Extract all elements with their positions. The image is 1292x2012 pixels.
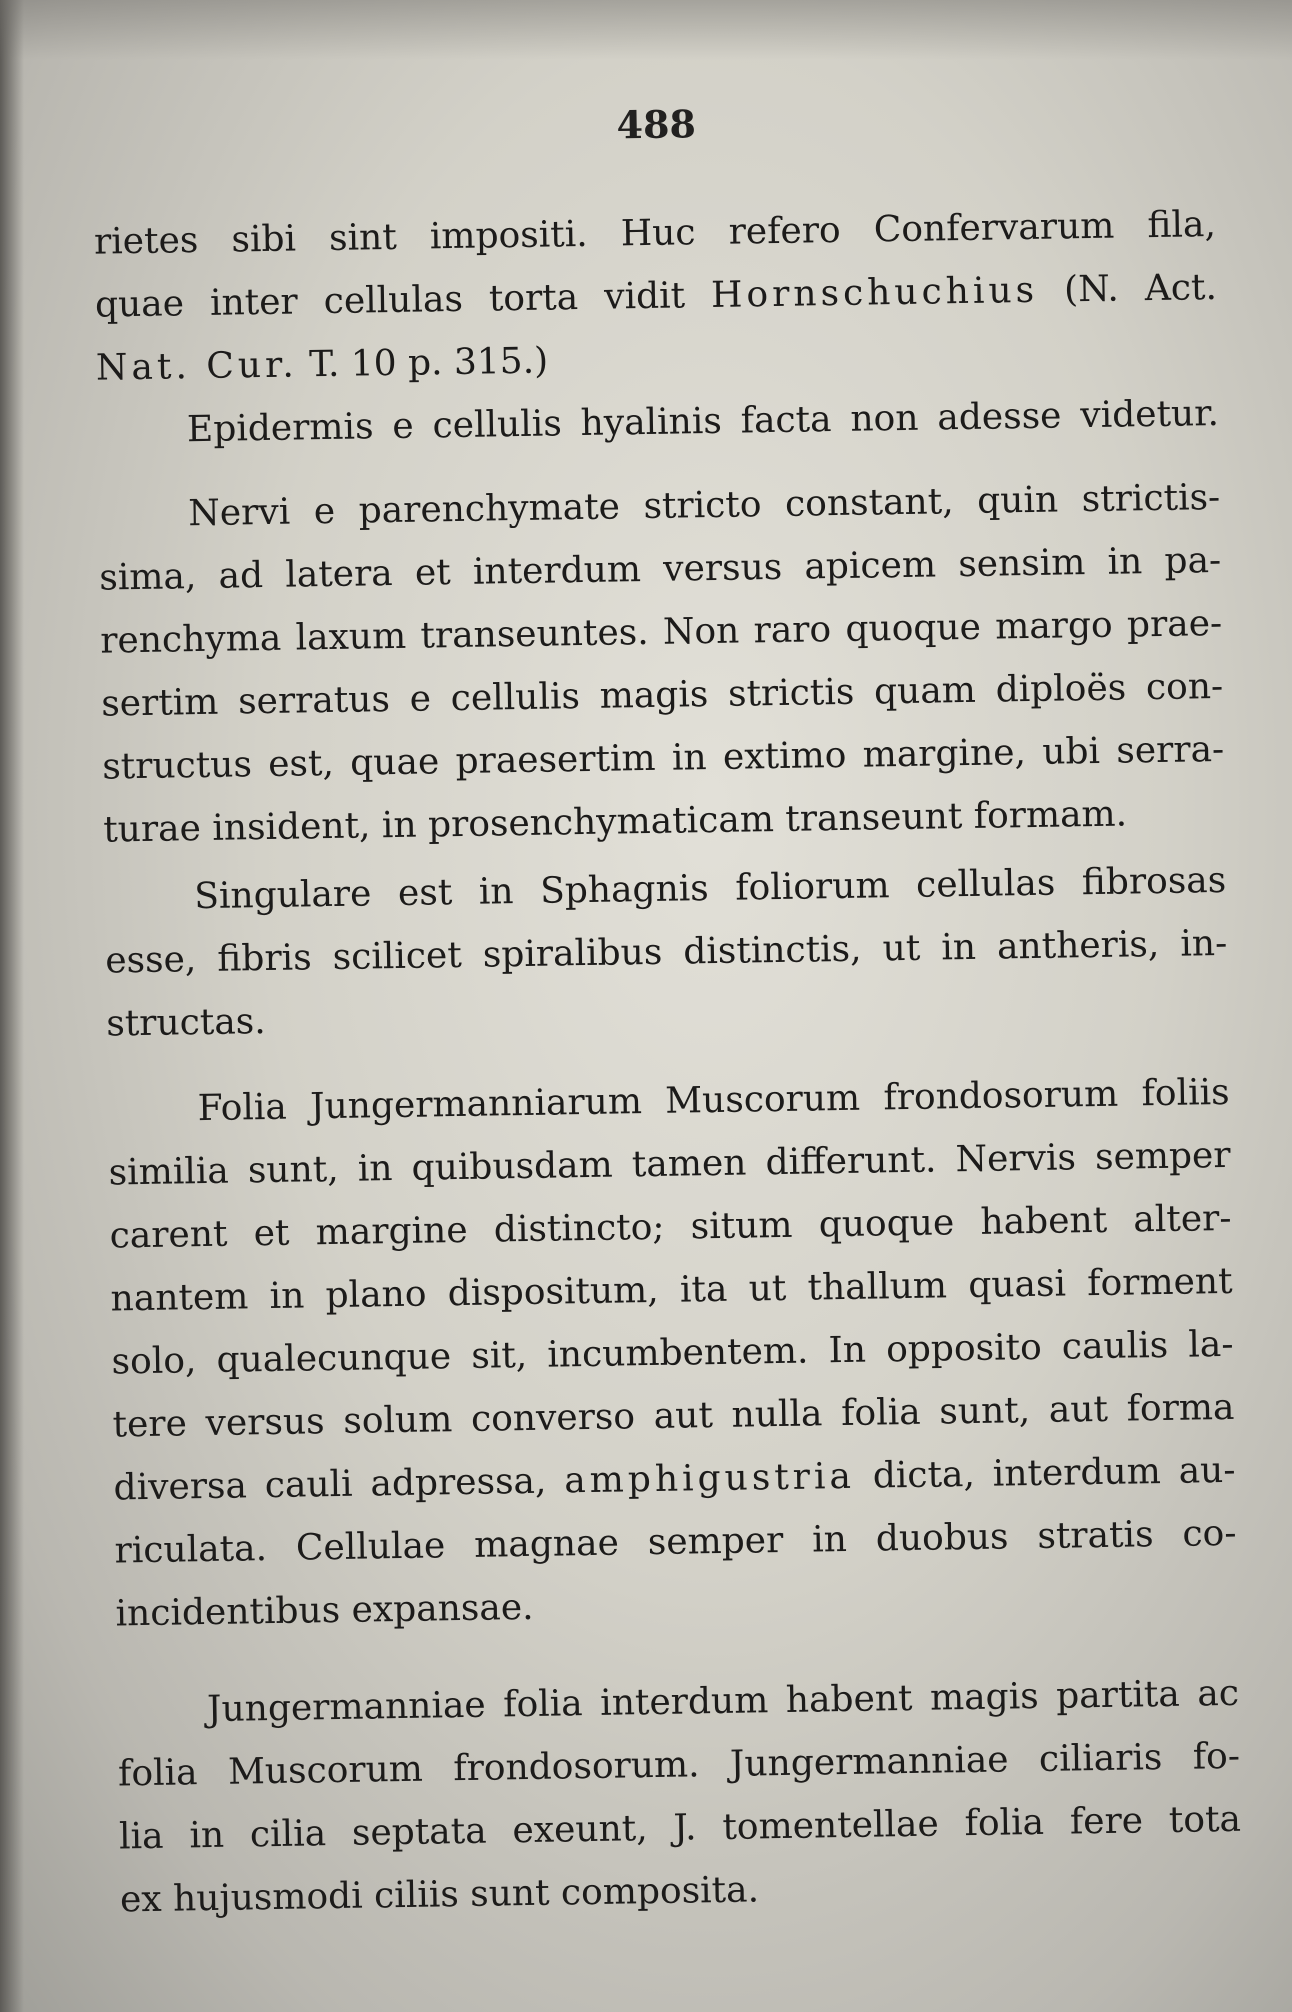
text-line: lia in cilia septata exeunt, J. tomentellae folia fere tota: [118, 1798, 1242, 1858]
text-line: turae insident, in prosenchymaticam transeunt formam.: [102, 793, 1128, 851]
term-amphigustria: amphigustria: [563, 1455, 856, 1502]
text-line: rietes sibi sint impositi. Huc refero Confervarum fila,: [93, 204, 1217, 263]
text-line: diversa cauli adpressa, amphigustria dicta, interdum au-: [113, 1449, 1236, 1509]
text-line: Nervi e parenchymate stricto constant, quin strictis-: [187, 476, 1221, 535]
text-line: tere versus solum converso aut nulla folia sunt, aut forma: [112, 1386, 1235, 1446]
text-line: renchyma laxum transeuntes. Non raro quoque margo prae-: [99, 602, 1223, 662]
text-line: structas.: [105, 1001, 266, 1045]
text-line: Folia Jungermanniarum Muscorum frondosorum foliis: [197, 1071, 1230, 1130]
page-number: 488: [616, 101, 697, 148]
text-line: structus est, quae praesertim in extimo margine, ubi serra-: [101, 728, 1225, 788]
text-line: ex hujusmodi ciliis sunt composita.: [119, 1869, 760, 1921]
text-line: carent et margine distincto; situm quoque habent alter-: [109, 1197, 1232, 1257]
author-name: Hornschuchius: [710, 269, 1039, 316]
text-line: solo, qualecunque sit, incumbentem. In opposito caulis la-: [111, 1323, 1234, 1383]
text-line: Epidermis e cellulis hyalinis facta non adesse videtur.: [186, 392, 1220, 451]
text-line: Singulare est in Sphagnis foliorum cellulas fibrosas: [193, 859, 1227, 918]
text-line: nantem in plano dispositum, ita ut thallum quasi forment: [110, 1260, 1233, 1320]
text-line: Jungermanniae folia interdum habent magis partita ac: [206, 1672, 1240, 1731]
text-line: Nat. Cur. T. 10 p. 315.): [95, 340, 549, 389]
text-line: quae inter cellulas torta vidit Hornschuchius (N. Act.: [94, 267, 1218, 326]
text-line: incidentibus expansae.: [115, 1586, 534, 1635]
text-line: sertim serratus e cellulis magis strictis quam diploës con-: [100, 665, 1224, 725]
text-line: esse, fibris scilicet spiralibus distinctis, ut in antheris, in-: [104, 922, 1228, 982]
journal-abbrev: Nat. Cur.: [95, 344, 299, 389]
text-line: folia Muscorum frondosorum. Jungermanniae ciliaris fo-: [117, 1735, 1241, 1795]
text-line: sima, ad latera et interdum versus apicem sensim in pa-: [98, 539, 1222, 599]
text-line: similia sunt, in quibusdam tamen differunt. Nervis semper: [108, 1134, 1231, 1194]
text-line: riculata. Cellulae magnae semper in duobus stratis co-: [114, 1512, 1237, 1572]
